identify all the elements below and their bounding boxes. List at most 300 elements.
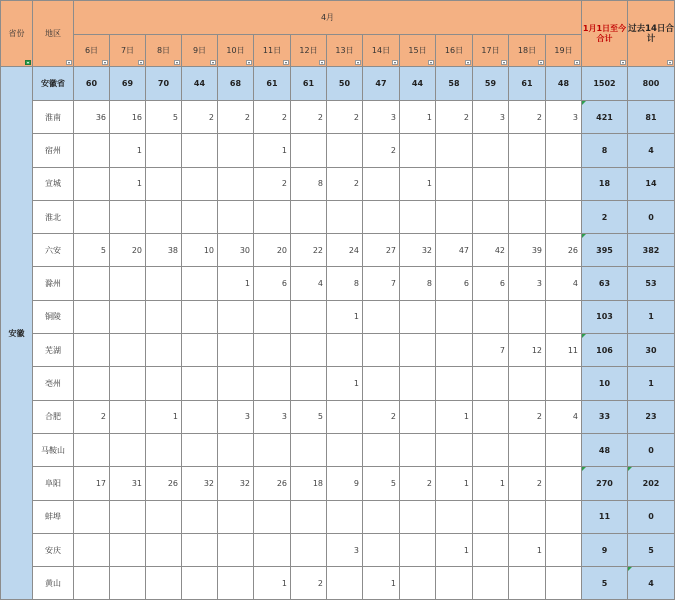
header-past14[interactable] <box>628 1 675 67</box>
city-name[interactable]: 六安 <box>33 234 74 267</box>
day-value-cell[interactable]: 32 <box>182 467 218 500</box>
total-cumulative[interactable]: 1502 <box>582 67 628 101</box>
day-value-cell[interactable] <box>327 200 363 233</box>
total-day-value[interactable]: 59 <box>473 67 509 101</box>
day-value-cell[interactable] <box>473 500 509 533</box>
day-value-cell[interactable] <box>110 367 146 400</box>
day-value-cell[interactable]: 11 <box>546 334 582 367</box>
filter-dropdown-icon[interactable] <box>574 60 580 65</box>
day-value-cell[interactable]: 9 <box>327 467 363 500</box>
filter-active-icon[interactable] <box>25 60 31 65</box>
day-value-cell[interactable]: 6 <box>436 267 473 300</box>
day-value-cell[interactable] <box>363 367 400 400</box>
day-value-cell[interactable]: 10 <box>182 234 218 267</box>
total-day-value[interactable]: 47 <box>363 67 400 101</box>
day-value-cell[interactable] <box>509 567 546 600</box>
day-value-cell[interactable]: 31 <box>110 467 146 500</box>
day-value-cell[interactable]: 2 <box>182 101 218 134</box>
day-value-cell[interactable]: 17 <box>74 467 110 500</box>
day-value-cell[interactable] <box>254 533 291 566</box>
day-value-cell[interactable] <box>363 300 400 333</box>
day-value-cell[interactable] <box>182 200 218 233</box>
day-value-cell[interactable] <box>146 533 182 566</box>
day-value-cell[interactable]: 2 <box>327 167 363 200</box>
day-value-cell[interactable] <box>146 167 182 200</box>
day-value-cell[interactable] <box>291 200 327 233</box>
day-value-cell[interactable]: 2 <box>218 101 254 134</box>
day-value-cell[interactable] <box>146 367 182 400</box>
past14-cell[interactable]: 382 <box>628 234 675 267</box>
day-value-cell[interactable] <box>146 334 182 367</box>
past14-cell[interactable]: 81 <box>628 101 675 134</box>
header-day[interactable] <box>327 35 363 67</box>
cumulative-cell[interactable]: 5 <box>582 567 628 600</box>
past14-cell[interactable]: 14 <box>628 167 675 200</box>
day-value-cell[interactable]: 30 <box>218 234 254 267</box>
day-value-cell[interactable] <box>546 500 582 533</box>
day-value-cell[interactable]: 8 <box>400 267 436 300</box>
filter-dropdown-icon[interactable] <box>283 60 289 65</box>
filter-dropdown-icon[interactable] <box>428 60 434 65</box>
day-value-cell[interactable]: 2 <box>400 467 436 500</box>
past14-cell[interactable]: 1 <box>628 367 675 400</box>
day-value-cell[interactable] <box>400 200 436 233</box>
header-day[interactable] <box>546 35 582 67</box>
day-value-cell[interactable]: 20 <box>110 234 146 267</box>
day-value-cell[interactable]: 3 <box>218 400 254 433</box>
day-value-cell[interactable] <box>363 200 400 233</box>
day-value-cell[interactable] <box>291 134 327 167</box>
day-value-cell[interactable] <box>363 500 400 533</box>
day-value-cell[interactable] <box>363 167 400 200</box>
day-value-cell[interactable]: 24 <box>327 234 363 267</box>
day-value-cell[interactable]: 20 <box>254 234 291 267</box>
province-total-name[interactable]: 安徽省 <box>33 67 74 101</box>
cumulative-cell[interactable]: 421 <box>582 101 628 134</box>
day-value-cell[interactable] <box>473 300 509 333</box>
day-value-cell[interactable] <box>546 134 582 167</box>
day-value-cell[interactable] <box>74 200 110 233</box>
day-value-cell[interactable]: 16 <box>110 101 146 134</box>
past14-cell[interactable]: 202 <box>628 467 675 500</box>
day-value-cell[interactable] <box>473 400 509 433</box>
day-value-cell[interactable]: 1 <box>327 300 363 333</box>
past14-cell[interactable]: 5 <box>628 533 675 566</box>
day-value-cell[interactable] <box>146 500 182 533</box>
total-day-value[interactable]: 48 <box>546 67 582 101</box>
filter-dropdown-icon[interactable] <box>501 60 507 65</box>
day-value-cell[interactable]: 8 <box>327 267 363 300</box>
day-value-cell[interactable] <box>146 267 182 300</box>
city-name[interactable]: 铜陵 <box>33 300 74 333</box>
city-name[interactable]: 阜阳 <box>33 467 74 500</box>
day-value-cell[interactable]: 5 <box>74 234 110 267</box>
day-value-cell[interactable] <box>74 367 110 400</box>
day-value-cell[interactable] <box>291 334 327 367</box>
day-value-cell[interactable]: 39 <box>509 234 546 267</box>
cumulative-cell[interactable]: 48 <box>582 433 628 466</box>
day-value-cell[interactable] <box>146 134 182 167</box>
day-value-cell[interactable]: 1 <box>110 134 146 167</box>
day-value-cell[interactable]: 2 <box>74 400 110 433</box>
day-value-cell[interactable] <box>146 300 182 333</box>
province-cell[interactable]: 安徽 <box>1 67 33 600</box>
day-value-cell[interactable]: 3 <box>254 400 291 433</box>
day-value-cell[interactable] <box>182 400 218 433</box>
filter-dropdown-icon[interactable] <box>138 60 144 65</box>
day-value-cell[interactable] <box>74 300 110 333</box>
day-value-cell[interactable]: 5 <box>363 467 400 500</box>
past14-cell[interactable]: 53 <box>628 267 675 300</box>
day-value-cell[interactable]: 2 <box>363 400 400 433</box>
day-value-cell[interactable] <box>436 300 473 333</box>
header-day[interactable] <box>400 35 436 67</box>
day-value-cell[interactable] <box>473 200 509 233</box>
day-value-cell[interactable] <box>74 267 110 300</box>
day-value-cell[interactable] <box>291 500 327 533</box>
day-value-cell[interactable] <box>509 433 546 466</box>
day-value-cell[interactable] <box>218 334 254 367</box>
day-value-cell[interactable]: 6 <box>254 267 291 300</box>
day-value-cell[interactable]: 1 <box>363 567 400 600</box>
day-value-cell[interactable] <box>182 334 218 367</box>
day-value-cell[interactable] <box>218 500 254 533</box>
cumulative-cell[interactable]: 11 <box>582 500 628 533</box>
day-value-cell[interactable] <box>473 567 509 600</box>
day-value-cell[interactable] <box>327 334 363 367</box>
day-value-cell[interactable] <box>400 300 436 333</box>
header-province[interactable] <box>1 1 33 67</box>
filter-dropdown-icon[interactable] <box>319 60 325 65</box>
day-value-cell[interactable] <box>509 300 546 333</box>
total-day-value[interactable]: 69 <box>110 67 146 101</box>
day-value-cell[interactable] <box>400 433 436 466</box>
city-name[interactable]: 宣城 <box>33 167 74 200</box>
filter-dropdown-icon[interactable] <box>620 60 626 65</box>
day-value-cell[interactable] <box>400 533 436 566</box>
day-value-cell[interactable]: 2 <box>509 400 546 433</box>
total-day-value[interactable]: 44 <box>182 67 218 101</box>
day-value-cell[interactable] <box>182 267 218 300</box>
day-value-cell[interactable]: 3 <box>509 267 546 300</box>
day-value-cell[interactable] <box>218 200 254 233</box>
past14-cell[interactable]: 4 <box>628 567 675 600</box>
day-value-cell[interactable]: 1 <box>400 101 436 134</box>
day-value-cell[interactable] <box>400 500 436 533</box>
day-value-cell[interactable] <box>327 400 363 433</box>
day-value-cell[interactable] <box>182 300 218 333</box>
day-value-cell[interactable] <box>546 300 582 333</box>
day-value-cell[interactable] <box>436 334 473 367</box>
day-value-cell[interactable]: 27 <box>363 234 400 267</box>
day-value-cell[interactable] <box>436 167 473 200</box>
day-value-cell[interactable] <box>363 433 400 466</box>
day-value-cell[interactable]: 1 <box>218 267 254 300</box>
day-value-cell[interactable]: 1 <box>473 467 509 500</box>
total-day-value[interactable]: 58 <box>436 67 473 101</box>
total-day-value[interactable]: 61 <box>254 67 291 101</box>
day-value-cell[interactable] <box>291 367 327 400</box>
total-day-value[interactable]: 60 <box>74 67 110 101</box>
cumulative-cell[interactable]: 270 <box>582 467 628 500</box>
day-value-cell[interactable] <box>400 567 436 600</box>
city-name[interactable]: 蚌埠 <box>33 500 74 533</box>
day-value-cell[interactable] <box>473 433 509 466</box>
total-day-value[interactable]: 44 <box>400 67 436 101</box>
filter-dropdown-icon[interactable] <box>392 60 398 65</box>
day-value-cell[interactable] <box>473 167 509 200</box>
day-value-cell[interactable] <box>291 433 327 466</box>
day-value-cell[interactable] <box>218 533 254 566</box>
day-value-cell[interactable] <box>254 367 291 400</box>
day-value-cell[interactable] <box>254 200 291 233</box>
cumulative-cell[interactable]: 63 <box>582 267 628 300</box>
day-value-cell[interactable]: 2 <box>291 567 327 600</box>
cumulative-cell[interactable]: 103 <box>582 300 628 333</box>
day-value-cell[interactable]: 2 <box>327 101 363 134</box>
day-value-cell[interactable] <box>182 367 218 400</box>
day-value-cell[interactable] <box>400 334 436 367</box>
day-value-cell[interactable] <box>509 367 546 400</box>
filter-dropdown-icon[interactable] <box>538 60 544 65</box>
day-value-cell[interactable]: 8 <box>291 167 327 200</box>
day-value-cell[interactable] <box>110 533 146 566</box>
filter-dropdown-icon[interactable] <box>66 60 72 65</box>
day-value-cell[interactable] <box>327 433 363 466</box>
past14-cell[interactable]: 4 <box>628 134 675 167</box>
day-value-cell[interactable] <box>546 467 582 500</box>
day-value-cell[interactable] <box>110 500 146 533</box>
city-name[interactable]: 淮南 <box>33 101 74 134</box>
day-value-cell[interactable] <box>182 433 218 466</box>
day-value-cell[interactable] <box>509 167 546 200</box>
day-value-cell[interactable]: 26 <box>546 234 582 267</box>
cumulative-cell[interactable]: 33 <box>582 400 628 433</box>
header-day[interactable] <box>182 35 218 67</box>
day-value-cell[interactable] <box>436 433 473 466</box>
day-value-cell[interactable] <box>436 200 473 233</box>
day-value-cell[interactable]: 1 <box>254 567 291 600</box>
header-day[interactable] <box>436 35 473 67</box>
cumulative-cell[interactable]: 18 <box>582 167 628 200</box>
cumulative-cell[interactable]: 10 <box>582 367 628 400</box>
past14-cell[interactable]: 1 <box>628 300 675 333</box>
day-value-cell[interactable]: 2 <box>291 101 327 134</box>
total-day-value[interactable]: 61 <box>291 67 327 101</box>
day-value-cell[interactable] <box>110 200 146 233</box>
header-day[interactable] <box>110 35 146 67</box>
city-name[interactable]: 滁州 <box>33 267 74 300</box>
day-value-cell[interactable] <box>146 200 182 233</box>
day-value-cell[interactable]: 32 <box>218 467 254 500</box>
day-value-cell[interactable] <box>436 500 473 533</box>
day-value-cell[interactable]: 2 <box>254 101 291 134</box>
day-value-cell[interactable]: 1 <box>436 400 473 433</box>
day-value-cell[interactable]: 1 <box>436 467 473 500</box>
city-name[interactable]: 芜湖 <box>33 334 74 367</box>
filter-dropdown-icon[interactable] <box>102 60 108 65</box>
filter-dropdown-icon[interactable] <box>246 60 252 65</box>
cumulative-cell[interactable]: 9 <box>582 533 628 566</box>
header-cumulative[interactable] <box>582 1 628 67</box>
total-day-value[interactable]: 50 <box>327 67 363 101</box>
day-value-cell[interactable]: 3 <box>363 101 400 134</box>
day-value-cell[interactable]: 2 <box>436 101 473 134</box>
day-value-cell[interactable]: 2 <box>509 467 546 500</box>
past14-cell[interactable]: 0 <box>628 200 675 233</box>
past14-cell[interactable]: 0 <box>628 433 675 466</box>
day-value-cell[interactable] <box>509 500 546 533</box>
header-day[interactable] <box>363 35 400 67</box>
day-value-cell[interactable] <box>254 300 291 333</box>
day-value-cell[interactable]: 1 <box>400 167 436 200</box>
day-value-cell[interactable] <box>110 567 146 600</box>
day-value-cell[interactable] <box>110 334 146 367</box>
total-day-value[interactable]: 70 <box>146 67 182 101</box>
past14-cell[interactable]: 23 <box>628 400 675 433</box>
filter-dropdown-icon[interactable] <box>465 60 471 65</box>
day-value-cell[interactable] <box>363 334 400 367</box>
day-value-cell[interactable]: 1 <box>254 134 291 167</box>
day-value-cell[interactable]: 22 <box>291 234 327 267</box>
day-value-cell[interactable]: 3 <box>473 101 509 134</box>
filter-dropdown-icon[interactable] <box>355 60 361 65</box>
header-day[interactable] <box>74 35 110 67</box>
day-value-cell[interactable] <box>546 167 582 200</box>
past14-cell[interactable]: 0 <box>628 500 675 533</box>
day-value-cell[interactable] <box>218 167 254 200</box>
cumulative-cell[interactable]: 106 <box>582 334 628 367</box>
cumulative-cell[interactable]: 2 <box>582 200 628 233</box>
header-day[interactable] <box>473 35 509 67</box>
day-value-cell[interactable] <box>74 134 110 167</box>
day-value-cell[interactable] <box>74 334 110 367</box>
day-value-cell[interactable] <box>182 533 218 566</box>
filter-dropdown-icon[interactable] <box>210 60 216 65</box>
header-day[interactable] <box>218 35 254 67</box>
day-value-cell[interactable] <box>473 367 509 400</box>
day-value-cell[interactable] <box>509 200 546 233</box>
day-value-cell[interactable] <box>291 533 327 566</box>
day-value-cell[interactable] <box>546 567 582 600</box>
day-value-cell[interactable] <box>254 334 291 367</box>
day-value-cell[interactable]: 5 <box>146 101 182 134</box>
day-value-cell[interactable]: 36 <box>74 101 110 134</box>
day-value-cell[interactable]: 4 <box>546 400 582 433</box>
day-value-cell[interactable]: 1 <box>146 400 182 433</box>
day-value-cell[interactable] <box>509 134 546 167</box>
day-value-cell[interactable] <box>146 567 182 600</box>
city-name[interactable]: 合肥 <box>33 400 74 433</box>
header-region[interactable] <box>33 1 74 67</box>
day-value-cell[interactable] <box>473 533 509 566</box>
day-value-cell[interactable]: 5 <box>291 400 327 433</box>
day-value-cell[interactable] <box>182 134 218 167</box>
day-value-cell[interactable]: 1 <box>110 167 146 200</box>
header-day[interactable] <box>291 35 327 67</box>
day-value-cell[interactable] <box>218 300 254 333</box>
day-value-cell[interactable]: 6 <box>473 267 509 300</box>
day-value-cell[interactable]: 2 <box>509 101 546 134</box>
day-value-cell[interactable] <box>218 433 254 466</box>
city-name[interactable]: 黄山 <box>33 567 74 600</box>
day-value-cell[interactable]: 1 <box>509 533 546 566</box>
past14-cell[interactable]: 30 <box>628 334 675 367</box>
day-value-cell[interactable] <box>182 167 218 200</box>
day-value-cell[interactable] <box>327 567 363 600</box>
day-value-cell[interactable] <box>546 533 582 566</box>
day-value-cell[interactable] <box>74 433 110 466</box>
city-name[interactable]: 马鞍山 <box>33 433 74 466</box>
day-value-cell[interactable]: 1 <box>327 367 363 400</box>
day-value-cell[interactable] <box>363 533 400 566</box>
day-value-cell[interactable] <box>254 500 291 533</box>
header-day[interactable] <box>254 35 291 67</box>
day-value-cell[interactable]: 2 <box>254 167 291 200</box>
day-value-cell[interactable]: 1 <box>436 533 473 566</box>
total-day-value[interactable]: 68 <box>218 67 254 101</box>
day-value-cell[interactable] <box>74 567 110 600</box>
day-value-cell[interactable] <box>400 367 436 400</box>
cumulative-cell[interactable]: 395 <box>582 234 628 267</box>
day-value-cell[interactable] <box>218 367 254 400</box>
day-value-cell[interactable]: 4 <box>291 267 327 300</box>
total-day-value[interactable]: 61 <box>509 67 546 101</box>
day-value-cell[interactable] <box>146 433 182 466</box>
day-value-cell[interactable]: 3 <box>327 533 363 566</box>
day-value-cell[interactable]: 7 <box>473 334 509 367</box>
day-value-cell[interactable] <box>546 367 582 400</box>
day-value-cell[interactable]: 26 <box>146 467 182 500</box>
cumulative-cell[interactable]: 8 <box>582 134 628 167</box>
day-value-cell[interactable]: 4 <box>546 267 582 300</box>
day-value-cell[interactable] <box>254 433 291 466</box>
day-value-cell[interactable] <box>546 200 582 233</box>
day-value-cell[interactable] <box>218 567 254 600</box>
city-name[interactable]: 宿州 <box>33 134 74 167</box>
day-value-cell[interactable]: 7 <box>363 267 400 300</box>
header-day[interactable] <box>509 35 546 67</box>
filter-dropdown-icon[interactable] <box>174 60 180 65</box>
day-value-cell[interactable] <box>436 567 473 600</box>
day-value-cell[interactable] <box>218 134 254 167</box>
header-day[interactable] <box>146 35 182 67</box>
day-value-cell[interactable] <box>400 400 436 433</box>
day-value-cell[interactable]: 32 <box>400 234 436 267</box>
day-value-cell[interactable]: 3 <box>546 101 582 134</box>
city-name[interactable]: 安庆 <box>33 533 74 566</box>
day-value-cell[interactable] <box>546 433 582 466</box>
day-value-cell[interactable] <box>74 167 110 200</box>
day-value-cell[interactable] <box>327 134 363 167</box>
day-value-cell[interactable] <box>74 500 110 533</box>
day-value-cell[interactable] <box>291 300 327 333</box>
day-value-cell[interactable]: 2 <box>363 134 400 167</box>
day-value-cell[interactable] <box>436 367 473 400</box>
day-value-cell[interactable]: 47 <box>436 234 473 267</box>
day-value-cell[interactable] <box>182 500 218 533</box>
day-value-cell[interactable] <box>473 134 509 167</box>
day-value-cell[interactable] <box>110 400 146 433</box>
day-value-cell[interactable] <box>400 134 436 167</box>
day-value-cell[interactable] <box>110 267 146 300</box>
day-value-cell[interactable]: 12 <box>509 334 546 367</box>
city-name[interactable]: 亳州 <box>33 367 74 400</box>
day-value-cell[interactable]: 42 <box>473 234 509 267</box>
city-name[interactable]: 淮北 <box>33 200 74 233</box>
filter-dropdown-icon[interactable] <box>667 60 673 65</box>
day-value-cell[interactable] <box>436 134 473 167</box>
